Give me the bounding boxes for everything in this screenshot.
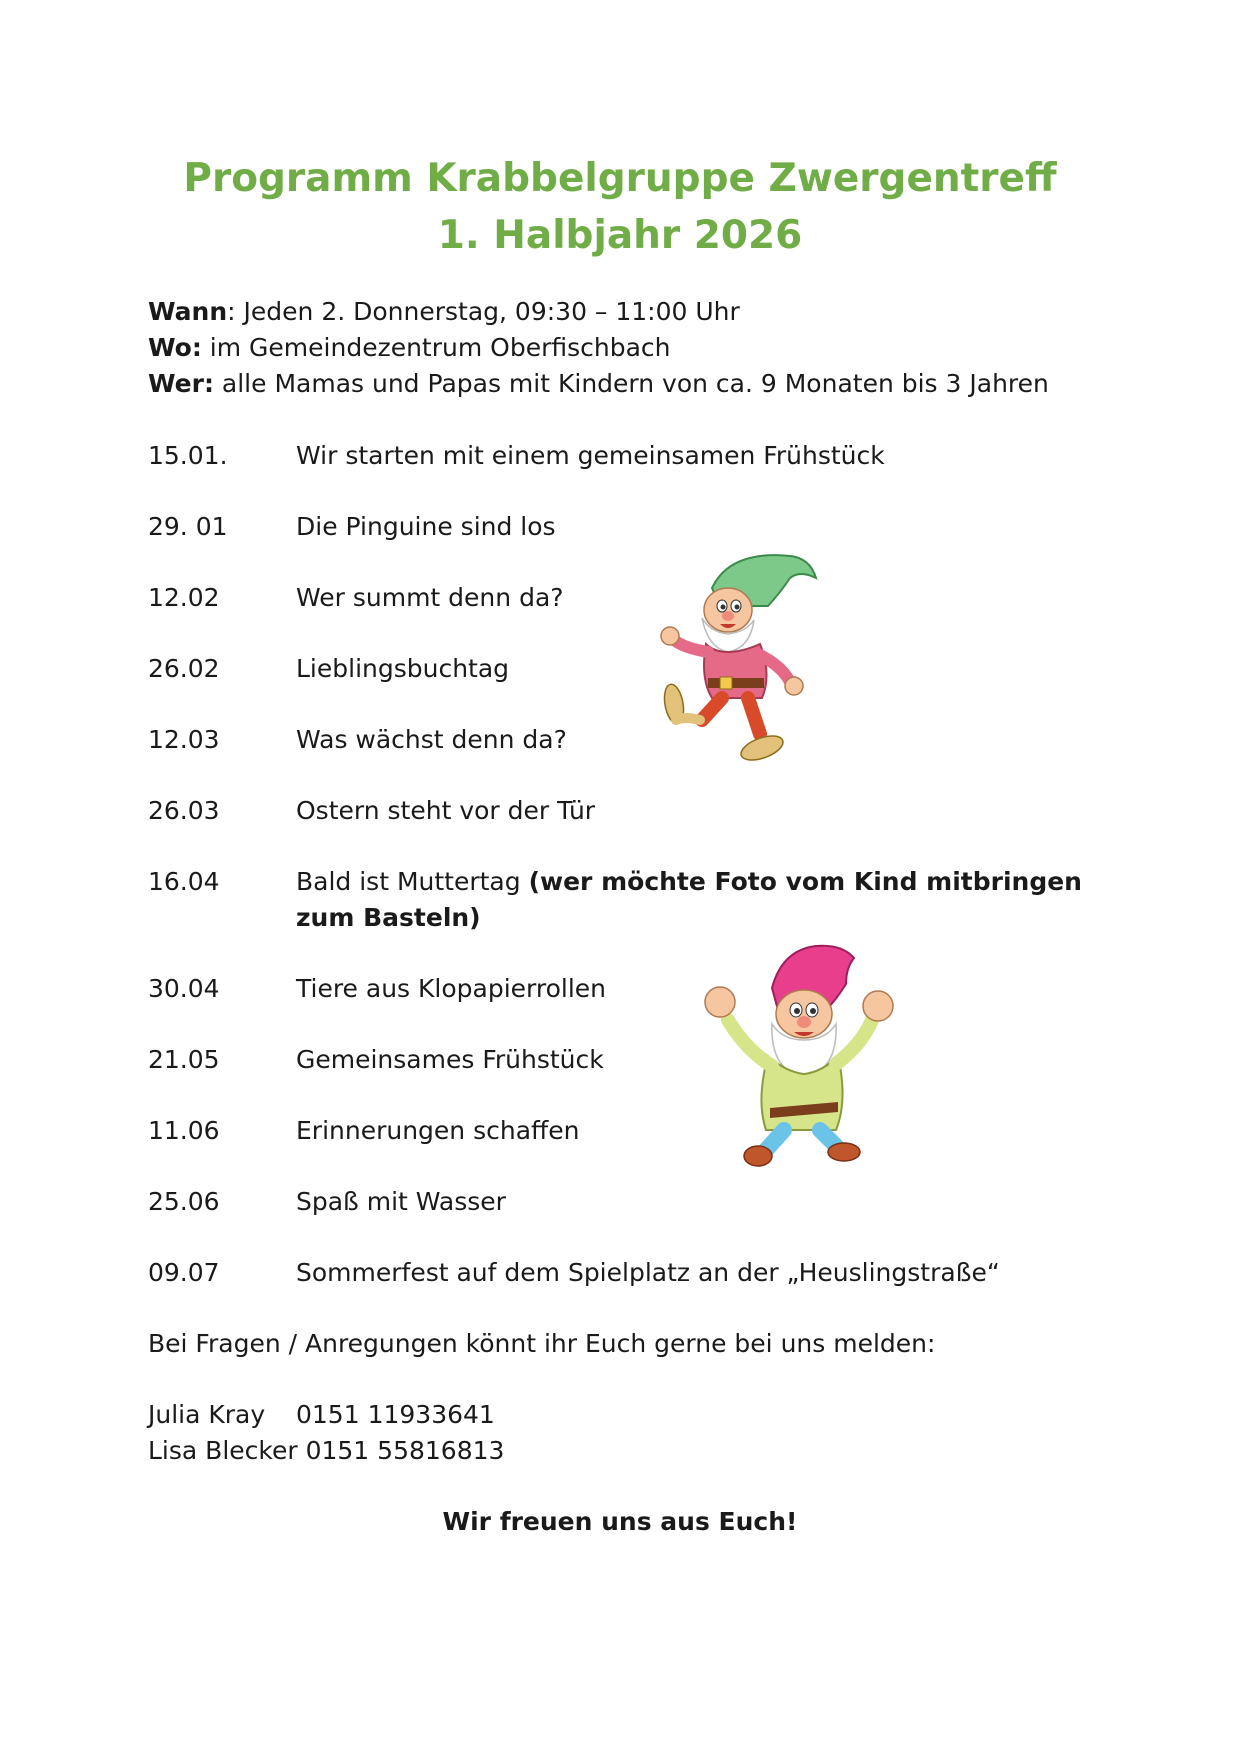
program-topic: Ostern steht vor der Tür [296,796,596,825]
program-topic-note: (wer möchte Foto vom Kind mitbringen zum Basteln) [296,867,1082,932]
program-date: 26.03 [148,796,220,825]
program-date: 15.01. [148,441,228,470]
contact-row [148,1397,495,1433]
program-topic [296,864,1096,936]
contact-phone: 0151 55816813 [305,1436,505,1465]
info-where [148,330,671,366]
program-date: 12.02 [148,583,220,612]
program-date: 21.05 [148,1045,220,1074]
contact-name: Julia Kray [148,1400,266,1429]
info-who-label: Wer: [148,369,214,398]
info-who-value: alle Mamas und Papas mit Kindern von ca. 9 Monaten bis 3 Jahren [213,369,1049,398]
info-where-label: Wo: [148,333,202,362]
program-topic: Spaß mit Wasser [296,1187,506,1216]
program-topic: Gemeinsames Frühstück [296,1045,604,1074]
program-date: 12.03 [148,725,220,754]
program-date: 29. 01 [148,512,228,541]
program-topic: Wer summt denn da? [296,583,564,612]
program-topic: Wir starten mit einem gemeinsamen Frühstück [296,441,885,470]
info-when [148,294,740,330]
closing-text: Wir freuen uns aus Euch! [442,1507,798,1536]
contact-phone: 0151 11933641 [296,1400,495,1429]
program-date: 16.04 [148,867,220,896]
info-when-value: : Jeden 2. Donnerstag, 09:30 – 11:00 Uhr [227,297,740,326]
info-where-value: im Gemeindezentrum Oberfischbach [201,333,671,362]
contact-row [148,1433,504,1469]
program-topic: Lieblingsbuchtag [296,654,510,683]
contact-name: Lisa Blecker [148,1436,298,1465]
program-date: 26.02 [148,654,220,683]
program-date: 25.06 [148,1187,220,1216]
dwarf-pink-hat-icon [686,940,906,1170]
program-topic: Tiere aus Klopapierrollen [296,974,607,1003]
page-subtitle: 1. Halbjahr 2026 [437,213,803,258]
program-topic: Was wächst denn da? [296,725,567,754]
program-date: 30.04 [148,974,220,1003]
program-date: 09.07 [148,1258,220,1287]
dwarf-green-hat-icon [650,548,830,768]
program-topic-text: Bald ist Muttertag [296,867,529,896]
program-date: 11.06 [148,1116,220,1145]
info-when-label: Wann [148,297,228,326]
info-who [148,366,1049,402]
questions-text: Bei Fragen / Anregungen könnt ihr Euch gerne bei uns melden: [148,1329,936,1358]
program-topic: Erinnerungen schaffen [296,1116,580,1145]
page-title: Programm Krabbelgruppe Zwergentreff [183,156,1057,201]
program-topic: Die Pinguine sind los [296,512,556,541]
program-topic: Sommerfest auf dem Spielplatz an der „Heuslingstraße“ [296,1258,1000,1287]
